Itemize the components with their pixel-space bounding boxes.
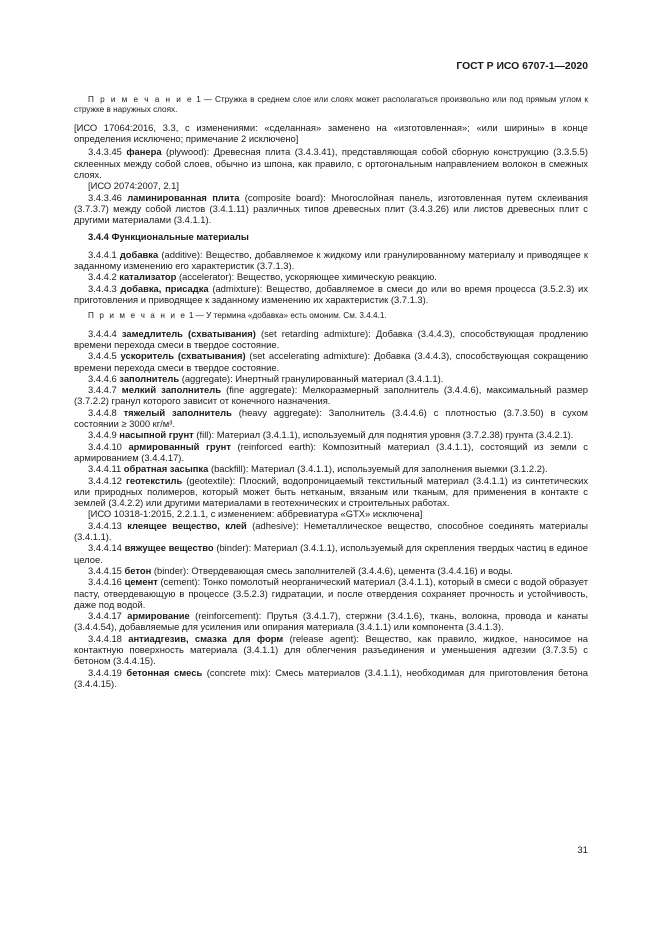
term-name: клеящее вещество, клей	[127, 519, 247, 531]
term-definition: (set retarding admixture): Добавка (3.4.4.3), способствующая продлению времени перехода смеси в твердое состояние.	[74, 327, 589, 350]
term-entry	[74, 441, 588, 464]
term-entry	[74, 328, 588, 351]
document-page	[74, 0, 588, 935]
term-name: замедлитель (схватывания)	[121, 327, 256, 339]
term-definition: (binder): Материал (3.4.1.1), используемый для скрепления твердых частиц в единое целое.	[74, 542, 588, 565]
term-name: насыпной грунт	[119, 429, 194, 441]
term-definition: (aggregate): Инертный гранулированный материал (3.4.1.1).	[179, 372, 444, 384]
note-label: П р и м е ч а н и е	[88, 95, 194, 104]
reference-paragraph: [ИСО 2074:2007, 2.1]	[88, 180, 179, 192]
term-number: 3.4.4.1	[88, 248, 117, 260]
term-name: добавка, присадка	[120, 282, 209, 294]
term-entry	[74, 610, 588, 633]
term-entry	[74, 633, 588, 667]
term-name: тяжелый заполнитель	[123, 406, 232, 418]
term-definition: (composite board): Многослойная панель, изготовленная путем склеивания (3.7.3.7) между собой листов (3.4.1.11) различных типов древесных плит (3.4.3.26) или листов древесных плит с другими материалами (3.4.1.1).	[74, 191, 588, 226]
term-name: катализатор	[119, 271, 177, 283]
note-paragraph	[74, 311, 588, 321]
term-number: 3.4.4.14	[88, 542, 122, 554]
term-definition: (binder): Отвердевающая смесь заполнителей (3.4.4.6), цемента (3.4.4.16) и воды.	[151, 564, 513, 576]
term-number: 3.4.4.13	[88, 519, 122, 531]
term-number: 3.4.4.9	[88, 429, 117, 441]
term-name: заполнитель	[119, 372, 180, 384]
term-entry	[74, 283, 588, 306]
note-paragraph	[74, 95, 588, 116]
term-number: 3.4.3.45	[88, 146, 122, 158]
term-entry	[74, 475, 588, 509]
term-name: бетон	[124, 564, 152, 576]
term-definition: (concrete mix): Смесь материалов (3.4.1.1), необходимая для приготовления бетона (3.4.4.15).	[74, 666, 589, 689]
term-entry	[74, 146, 588, 180]
term-number: 3.4.4.11	[88, 463, 122, 475]
term-name: ламинированная плита	[127, 191, 240, 203]
term-entry	[74, 429, 588, 440]
term-entry	[74, 565, 588, 576]
term-number: 3.4.4.19	[88, 666, 122, 678]
term-definition: (fill): Материал (3.4.1.1), используемый для поднятия уровня (3.7.2.38) грунта (3.4.2.1).	[193, 429, 574, 441]
term-entry	[74, 542, 588, 565]
term-name: армированный грунт	[128, 440, 231, 452]
term-number: 3.4.4.17	[88, 610, 122, 622]
term-number: 3.4.4.10	[88, 440, 122, 452]
term-number: 3.4.4.6	[88, 372, 117, 384]
term-number: 3.4.4.12	[88, 474, 122, 486]
term-name: фанера	[126, 146, 162, 158]
term-entry	[74, 667, 588, 690]
term-name: обратная засыпка	[123, 463, 209, 475]
term-name: цемент	[124, 576, 158, 588]
term-definition: (backfill): Материал (3.4.1.1), используемый для заполнения выемки (3.1.2.2).	[208, 463, 548, 475]
term-definition: (reinforced earth): Композитный материал (3.4.1.1), состоящий из земли с армированием (3.4.4.17).	[74, 440, 588, 463]
document-header: ГОСТ Р ИСО 6707-1—2020	[456, 61, 588, 72]
section-heading: 3.4.4 Функциональные материалы	[88, 231, 249, 243]
term-definition: (accelerator): Вещество, ускоряющее химическую реакцию.	[176, 271, 437, 283]
term-definition: (heavy aggregate): Заполнитель (3.4.4.6) с плотностью (3.7.3.50) в сухом состоянии ≥ 3000 кг/м³.	[74, 406, 588, 430]
term-number: 3.4.4.15	[88, 564, 122, 576]
term-entry	[74, 384, 588, 407]
term-definition: (admixture): Вещество, добавляемое в смеси до или во время процесса (3.5.2.3) их приготовления и приводящее к заданному изменению их характеристик (3.7.1.3).	[74, 282, 588, 305]
term-entry	[74, 350, 588, 373]
term-definition: (set accelerating admixture): Добавка (3.4.4.3), способствующая сокращению времени перехода смеси в твердое состояние.	[74, 350, 588, 373]
term-number: 3.4.4.18	[88, 632, 122, 644]
document-body	[74, 95, 588, 689]
term-entry	[74, 192, 588, 226]
reference-paragraph: [ИСО 17064:2016, 3.3, с изменениями: «сделанная» заменено на «изготовленная»; «или ширины» в конце определения исключено; примечание 2 исключено]	[74, 121, 588, 145]
term-name: вяжущее вещество	[124, 542, 214, 554]
term-definition: (adhesive): Неметаллическое вещество, способное соединять материалы (3.4.1.1).	[74, 519, 588, 543]
term-definition: (reinforcement): Прутья (3.4.1.7), стержни (3.4.1.6), ткань, волокна, провода и канаты (3.4.4.54), добавляемые для усиления или опирания материала (3.4.1.1) или компонента (3.4.1.3).	[74, 610, 589, 633]
note-label: П р и м е ч а н и е	[88, 311, 187, 321]
term-number: 3.4.3.46	[88, 191, 122, 203]
term-name: антиадгезив, смазка для форм	[128, 632, 284, 644]
term-name: добавка	[119, 248, 159, 260]
term-definition: (additive): Вещество, добавляемое к жидкому или гранулированному материалу и приводящее к заданному изменению его характеристик (3.7.1.3).	[74, 248, 588, 272]
term-definition: (plywood): Древесная плита (3.4.3.41), представляющая собой сборную конструкцию (3.3.5.5) склеенных между собой слоев, обычно из шпона, как правило, с ортогональным направлением волокон в смежных слоях.	[74, 146, 588, 180]
term-name: геотекстиль	[125, 474, 183, 486]
note-text: 1 — Стружка в среднем слое или слоях может располагаться произвольно или под прямым углом к стружке в наружных слоях.	[74, 95, 588, 115]
term-entry	[74, 463, 588, 474]
note-text: 1 — У термина «добавка» есть омоним. См. 3.4.4.1.	[186, 311, 387, 321]
term-entry	[74, 407, 588, 430]
term-number: 3.4.4.16	[88, 576, 122, 588]
term-name: бетонная смесь	[126, 666, 203, 678]
term-number: 3.4.4.4	[88, 327, 117, 339]
term-number: 3.4.4.2	[88, 271, 117, 283]
term-definition: (cement): Тонко помолотый неорганический материал (3.4.1.1), который в смеси с водой образует пасту, отвердевающую в процессе (3.5.2.3) гидратации, и после отвердения сохраняет прочность и устойчивость, даже под водой.	[74, 576, 588, 610]
term-definition: (geotextile): Плоский, водопроницаемый текстильный материал (3.4.1.1) из синтетических или природных полимеров, который может быть нетканым, вязаным или тканым, для применения в контакте с землей (3.4.2.2) или другими материалами в геотехнических и строительных работах.	[74, 474, 589, 509]
term-entry	[74, 576, 588, 610]
term-number: 3.4.4.5	[88, 350, 117, 362]
term-definition: (release agent): Вещество, как правило, жидкое, наносимое на контактную поверхность материала (3.4.1.1) для облегчения разъединения и уменьшения адгезии (3.7.3.5) с бетоном (3.4.4.15).	[74, 632, 588, 667]
term-entry	[74, 249, 588, 272]
term-number: 3.4.4.7	[88, 384, 117, 396]
term-definition: (fine aggregate): Мелкоразмерный заполнитель (3.4.4.6), максимальный размер (3.7.2.2) гранул которого зависит от конечного назначения.	[74, 384, 588, 407]
term-entry	[74, 373, 588, 384]
term-name: армирование	[127, 610, 190, 622]
page-number: 31	[577, 845, 588, 856]
term-number: 3.4.4.8	[88, 406, 117, 418]
reference-paragraph: [ИСО 10318-1:2015, 2.2.1.1, с изменением: аббревиатура «GTX» исключена]	[88, 508, 423, 520]
term-number: 3.4.4.3	[88, 282, 117, 294]
term-name: мелкий заполнитель	[121, 384, 221, 396]
term-entry	[74, 271, 588, 282]
term-entry	[74, 520, 588, 543]
term-name: ускоритель (схватывания)	[120, 350, 246, 362]
